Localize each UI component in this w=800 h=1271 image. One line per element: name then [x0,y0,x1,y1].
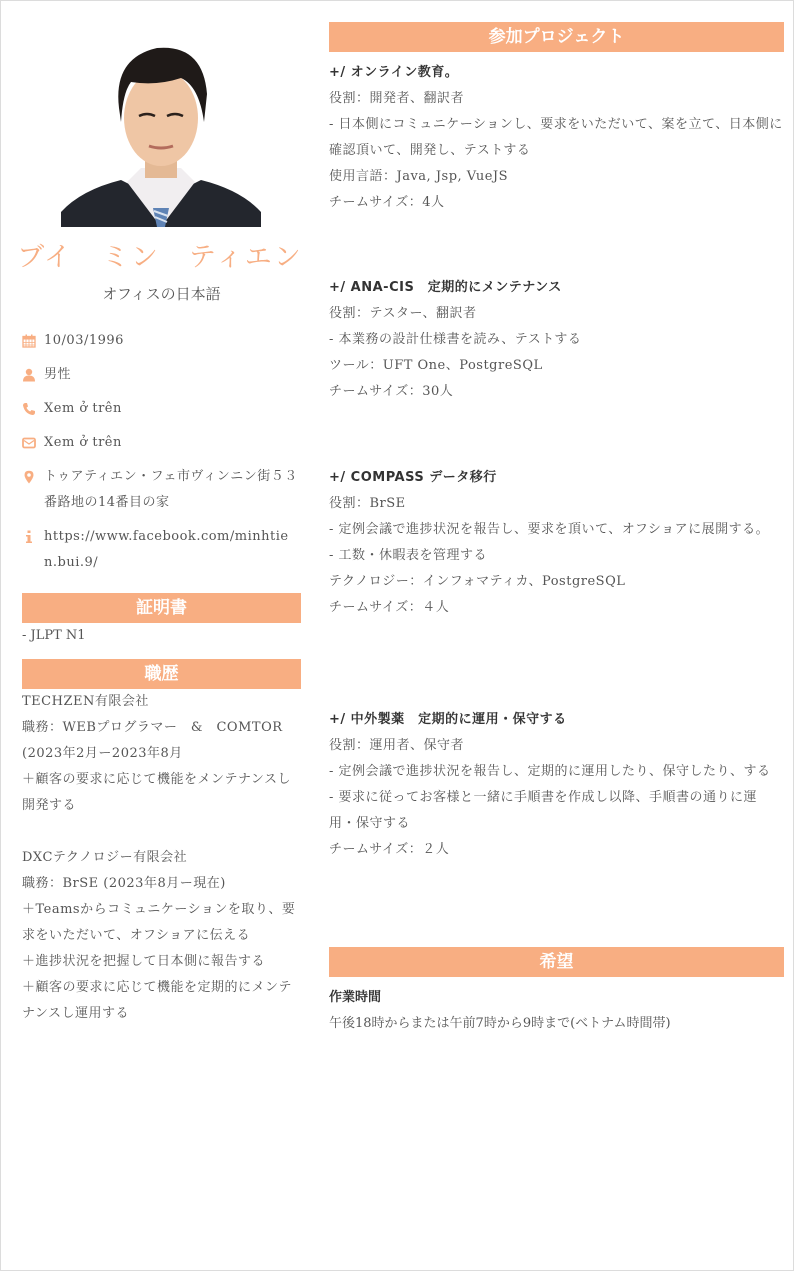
info-phone [22,396,301,422]
project-task: - 本業務の設計仕様書を読み、テストする [329,332,582,347]
project-task: - 要求に従ってお客様と一緒に手順書を作成し以降、手順書の通りに運用・保守する [329,790,758,831]
project-item [329,707,784,863]
project-team: チームサイズ：4人 [329,195,445,210]
project-item [329,60,784,216]
job-duty: ＋顧客の要求に応じて機能をメンテナンスし開発する [22,772,291,813]
phone-text: Xem ở trên [44,401,122,416]
project-task: - 工数・休暇表を管理する [329,548,488,563]
job-period: (2023年2月ー2023年8月 [22,746,183,761]
envelope-icon [22,430,44,456]
project-item [329,465,784,621]
job-position: 職務：BrSE (2023年8月ー現在) [22,876,226,891]
project-role: 役割：テスター、翻訳者 [329,306,477,321]
project-task: - 日本側にコミュニケーションし、要求をいただいて、案を立て、日本側に確認頂いて、開発し、テストする [329,117,783,158]
info-icon [22,524,44,550]
job-company: TECHZEN有限会社 [22,694,149,709]
projects-heading: 参加プロジェクト [329,22,784,52]
birthdate-text: 10/03/1996 [44,333,124,348]
info-email [22,430,301,456]
job-company: DXCテクノロジー有限会社 [22,850,188,865]
website-link[interactable]: https://www.facebook.com/minhtien.bui.9/ [44,529,289,570]
project-team: チームサイズ：２人 [329,842,450,857]
project-role: 役割：運用者、保守者 [329,738,465,753]
wish-title: 作業時間 [329,990,382,1005]
profile-name: ブイ ミン ティエン [17,242,303,273]
project-team: チームサイズ：30人 [329,384,454,399]
job-position: 職務：WEBプログラマー & COMTOR [22,720,283,735]
project-tech: 使用言語：Java, Jsp, VueJS [329,169,509,184]
project-team: チームサイズ：４人 [329,600,450,615]
email-text: Xem ở trên [44,435,122,450]
wishes-section [329,985,784,1037]
info-birthdate [22,328,301,354]
project-tech: テクノロジー：インフォマティカ、PostgreSQL [329,574,626,589]
project-tech: ツール：UFT One、PostgreSQL [329,358,543,373]
project-title: +/ オンライン教育。 [329,65,459,80]
profile-photo [61,30,261,227]
wish-text: 午後18時からまたは午前7時から9時まで(ベトナム時間帯) [329,1016,671,1031]
profile-subtitle: オフィスの日本語 [102,285,221,303]
project-role: 役割：開発者、翻訳者 [329,91,465,106]
info-website [22,524,301,576]
user-icon [22,362,44,388]
certificates-heading: 証明書 [22,593,301,623]
job-duty: ＋進捗状況を把握して日本側に報告する [22,954,266,969]
work-history-heading: 職歴 [22,659,301,689]
map-pin-icon [22,464,44,490]
project-title: +/ COMPASS データ移行 [329,470,497,485]
contact-info [22,328,301,584]
project-title: +/ ANA-CIS 定期的にメンテナンス [329,280,562,295]
calendar-icon [22,328,44,354]
gender-text: 男性 [44,367,72,382]
project-title: +/ 中外製薬 定期的に運用・保守する [329,712,567,727]
project-task: - 定例会議で進捗状況を報告し、定期的に運用したり、保守したり、する [329,764,771,779]
job-duty: ＋Teamsからコミュニケーションを取り、要求をいただいて、オフショアに伝える [22,902,296,943]
certificate-item: - JLPT N1 [22,628,86,643]
project-role: 役割：BrSE [329,496,406,511]
wishes-heading: 希望 [329,947,784,977]
project-task: - 定例会議で進捗状況を報告し、要求を頂いて、オフショアに展開する。 [329,522,770,537]
phone-icon [22,396,44,422]
info-address [22,464,301,516]
info-gender [22,362,301,388]
address-text: トゥアティエン・フェ市ヴィンニン街５３番路地の14番目の家 [44,469,298,510]
job-duty: ＋顧客の要求に応じて機能を定期的にメンテナンスし運用する [22,980,293,1021]
project-item [329,275,784,405]
work-history [22,689,301,1027]
